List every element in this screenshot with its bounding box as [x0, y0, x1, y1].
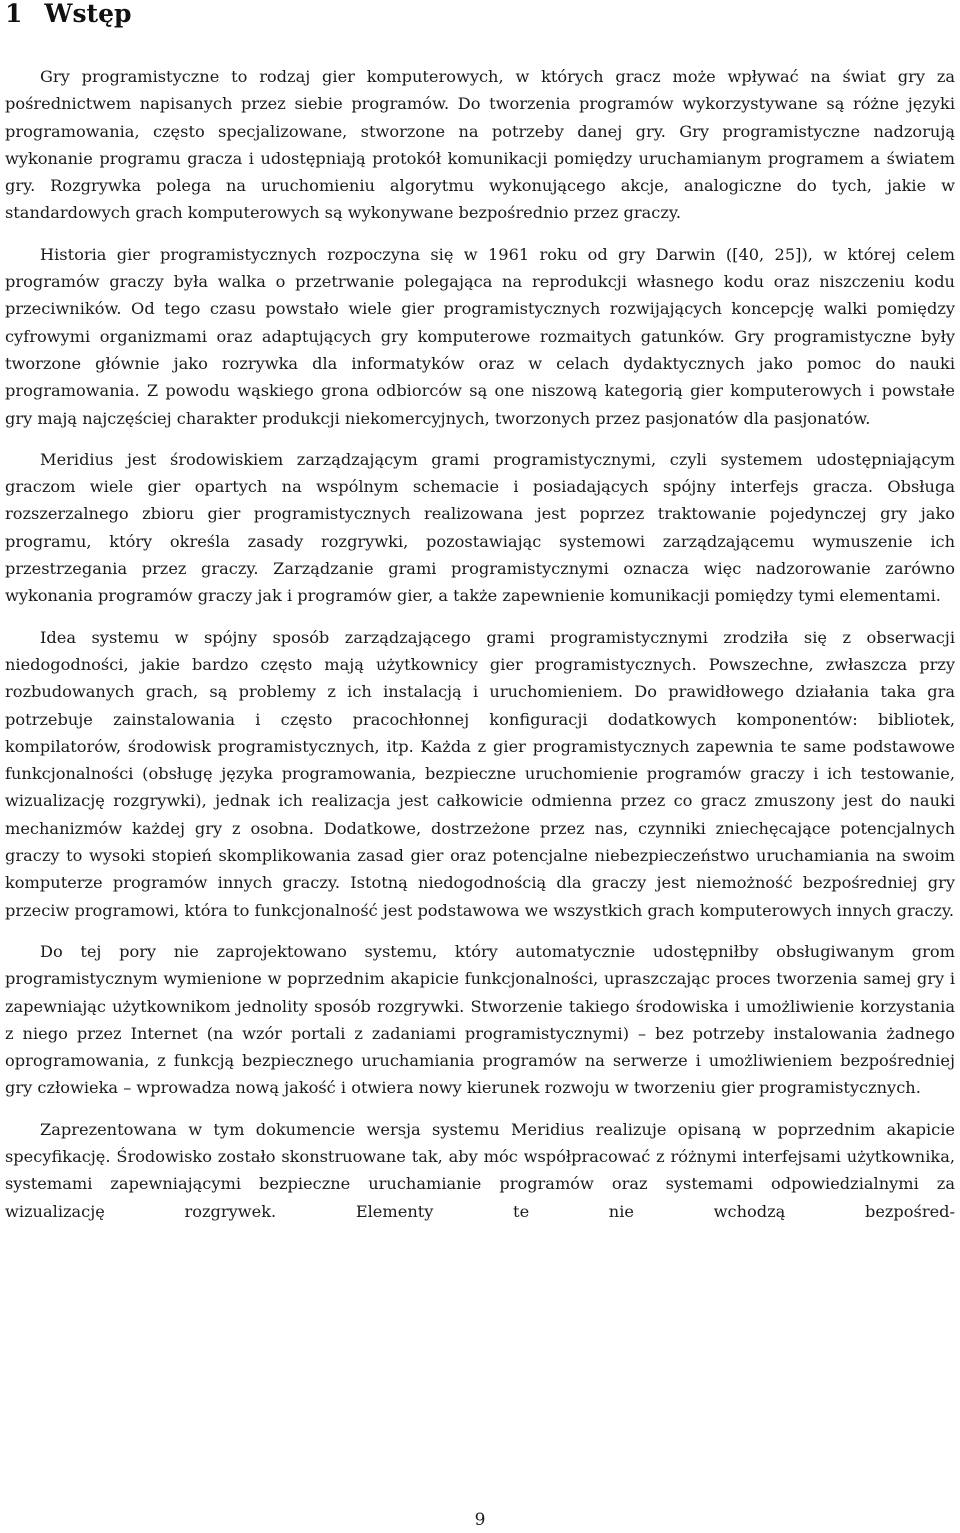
paragraph-meridius: Meridius jest środowiskiem zarządzającym grami programistycznymi, czyli systemem udostępniającym graczom wiele gier opartych na wspólnym schemacie i posiadających spójny interfejs gracza. Obsługa rozszerzalnego zbioru gier programistycznych realizowana jest poprzez traktowanie pojedynczej gry jako programu, który określa zasady rozgrywki, pozostawiając systemowi zarządzającemu wymuszenie ich przestrzegania przez graczy. Zarządzanie grami programistycznymi oznacza więc nadzorowanie zarówno wykonania programów graczy jak i programów gier, a także zapewnienie komunikacji pomiędzy tymi elementami.: [5, 449, 955, 606]
section-heading: [5, 0, 955, 30]
paragraph-idea: Idea systemu w spójny sposób zarządzającego grami programistycznymi zrodziła się z obserwacji niedogodności, jakie bardzo często mają użytkownicy gier programistycznych. Powszechne, zwłaszcza przy rozbudowanych grach, są problemy z ich instalacją i uruchomieniem. Do prawidłowego działania taka gra potrzebuje zainstalowania i często pracochłonnej konfiguracji dodatkowych komponentów: bibliotek, kompilatorów, środowisk programistycznych, itp. Każda z gier programistycznych zapewnia te same podstawowe funkcjonalności (obsługę języka programowania, bezpieczne uruchomienie programów graczy i ich testowanie, wizualizację rozgrywki), jednak ich realizacja jest całkowicie odmienna przez co gracz zmuszony jest do nauki mechanizmów każdej gry z osobna. Dodatkowe, dostrzeżone przez nas, czynniki zniechęcające potencjalnych graczy to wysoki stopień skomplikowania zasad gier oraz potencjalne niebezpieczeństwo uruchamiania na swoim komputerze programów innych graczy. Istotną niedogodnością dla graczy jest niemożność bezpośredniej gry przeciw programowi, która to funkcjonalność jest podstawowa we wszystkich grach komputerowych innych graczy.: [5, 627, 955, 920]
section-number: 1: [5, 0, 23, 28]
document-page: [5, 0, 955, 1239]
paragraph-no-system: Do tej pory nie zaprojektowano systemu, który automatycznie udostępniłby obsługiwanym grom programistycznym wymienione w poprzednim akapicie funkcjonalności, upraszczając proces tworzenia samej gry i zapewniając użytkownikom jednolity sposób rozgrywki. Stworzenie takiego środowiska i umożliwienie korzystania z niego przez Internet (na wzór portali z zadaniami programistycznymi) – bez potrzeby instalowania żadnego oprogramowania, z funkcją bezpiecznego uruchamiania programów na serwerze i umożliwieniem bezpośredniej gry człowieka – wprowadza nową jakość i otwiera nowy kierunek rozwoju w tworzeniu gier programistycznych.: [5, 941, 955, 1098]
page-number: 9: [474, 1510, 486, 1530]
section-title: Wstęp: [44, 0, 132, 28]
paragraph-intro: Gry programistyczne to rodzaj gier komputerowych, w których gracz może wpływać na świat gry za pośrednictwem napisanych przez siebie programów. Do tworzenia programów wykorzystywane są różne języki programowania, często specjalizowane, stworzone na potrzeby danej gry. Gry programistyczne nadzorują wykonanie programu gracza i udostępniają protokół komunikacji pomiędzy uruchamianym programem a światem gry. Rozgrywka polega na uruchomieniu algorytmu wykonującego akcje, analogiczne do tych, jakie w standardowych grach komputerowych są wykonywane bezpośrednio przez graczy.: [5, 67, 955, 223]
body-text: [5, 63, 955, 1225]
paragraph-history: Historia gier programistycznych rozpoczyna się w 1961 roku od gry Darwin ([40, 25]), w której celem programów graczy była walka o przetrwanie polegająca na reprodukcji własnego kodu oraz niszczeniu kodu przeciwników. Od tego czasu powstało wiele gier programistycznych rozwijających koncepcję walki pomiędzy cyfrowymi organizmami oraz adaptujących gry komputerowe rozmaitych gatunków. Gry programistyczne były tworzone głównie jako rozrywka dla informatyków oraz w celach dydaktycznych jako pomoc do nauki programowania. Z powodu wąskiego grona odbiorców są one niszową kategorią gier komputerowych i powstałe gry mają najczęściej charakter produkcji niekomercyjnych, tworzonych przez pasjonatów dla pasjonatów.: [5, 244, 955, 428]
paragraph-presented-version: Zaprezentowana w tym dokumencie wersja systemu Meridius realizuje opisaną w poprzednim akapicie specyfikację. Środowisko zostało skonstruowane tak, aby móc współpracować z różnymi interfejsami użytkownika, systemami zapewniającymi bezpieczne uruchamianie programów oraz systemami odpowiedzialnymi za wizualizację rozgrywek. Elementy te nie wchodzą bezpośred-: [5, 1119, 955, 1221]
